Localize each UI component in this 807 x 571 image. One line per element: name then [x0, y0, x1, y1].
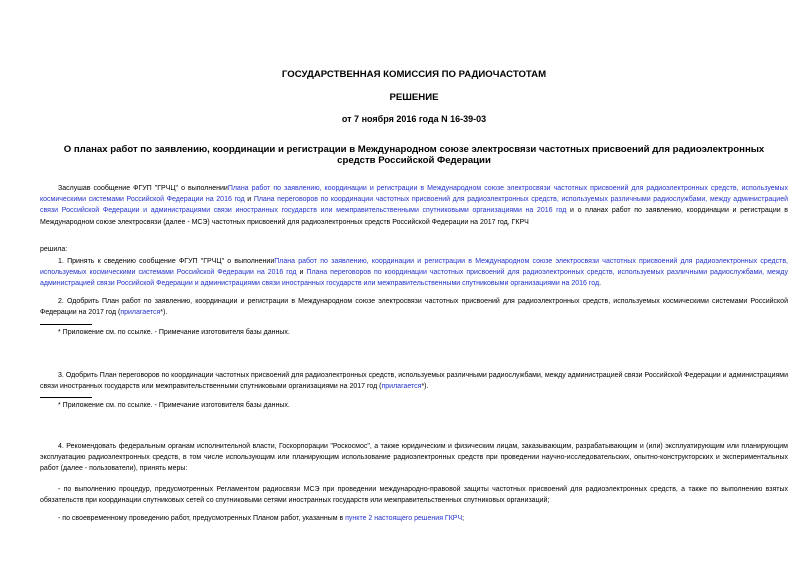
footnote-divider — [40, 397, 92, 398]
document-title: О планах работ по заявлению, координации и регистрации в Международном союзе электросвязи частотных присвоений для радиоэлектронных средств Российской Федерации — [63, 144, 765, 166]
item-4-paragraph: 4. Рекомендовать федеральным органам исполнительной власти, Госкорпорации "Роскосмос", а также юридическим и физическим лицам, заказывающим, разрабатывающим и (или) эксплуатирующим или планирующим эксплуатацию радиоэлектронных средств, в том числе использующим или планирующим использование радиоэлектронных средств при проведении научно-исследовательских, опытно-конструкторских и экспериментальных работ (далее - пользователи), принять меры: — [40, 443, 788, 473]
resolved-label: решила: — [40, 246, 68, 253]
item-2-attachment-link[interactable]: прилагается — [120, 309, 161, 317]
item-1-link-plan-registration-2016[interactable]: Плана работ по заявлению, координации и регистрации в Международном союзе электросвязи частотных присвоений для радиоэлектронных средств, используемых космическими системами Российской Федерации на 2016 год — [40, 258, 788, 277]
commission-heading: ГОСУДАРСТВЕННАЯ КОМИССИЯ ПО РАДИОЧАСТОТАМ — [281, 69, 547, 80]
footnote-1: * Приложение см. по ссылке. - Примечание изготовителя базы данных. — [58, 329, 290, 336]
item-3-paragraph — [40, 370, 788, 392]
item-3-text-b: *). — [421, 383, 429, 391]
intro-text-c: и о планах работ по заявлению, координации и регистрации в Международном союзе электросвязи (далее - МСЭ) частотных присвоений для радиоэлектронных средств Российской Федерации на 2017 год, ГКРЧ — [40, 207, 789, 226]
item-1-text-c: . — [599, 280, 602, 288]
item-1-paragraph — [40, 256, 788, 290]
footnote-2: * Приложение см. по ссылке. - Примечание изготовителя базы данных. — [58, 402, 290, 409]
decision-date-number: от 7 ноября 2016 года N 16-39-03 — [341, 114, 487, 124]
item-2-paragraph — [40, 296, 788, 318]
item-2-text-b: *). — [160, 309, 168, 317]
item-3-attachment-link[interactable]: прилагается — [381, 383, 422, 391]
item-2-text-a: 2. Одобрить План работ по заявлению, координации и регистрации в Международном союзе электросвязи частотных присвоений для радиоэлектронных средств, используемых космическими системами Российской Федерации на 2017 год ( — [40, 298, 788, 317]
item-4-bullet-1: - по выполнению процедур, предусмотренных Регламентом радиосвязи МСЭ при проведении международно-правовой защиты частотных присвоений для радиоэлектронных средств, а также по выполнению взятых обязательств при координации спутниковых сетей со спутниковыми сетями иностранных государств или межправительственных спутниковых организаций; — [40, 486, 788, 505]
item-1-text-b: и — [296, 269, 307, 277]
item-3-text-a: 3. Одобрить План переговоров по координации частотных присвоений для радиоэлектронных средств, используемых различными радиослужбами, между администрацией связи Российской Федерации и администрациями связи иностранных государств или межправительственными спутниковыми организациями на 2017 год ( — [40, 372, 788, 391]
intro-paragraph — [40, 183, 788, 228]
item-4-bullet-2 — [40, 513, 788, 524]
item-1-link-plan-negotiations-2016[interactable]: Плана переговоров по координации частотных присвоений для радиоэлектронных средств, используемых различными радиослужбами, между администрацией связи Российской Федерации и администрациями связи иностранных государств или межправительственными спутниковыми организациями на 2016 год — [40, 269, 788, 288]
item-1-text-a: 1. Принять к сведению сообщение ФГУП "ГРЧЦ" о выполнении — [58, 258, 275, 265]
intro-text-a: Заслушав сообщение ФГУП "ГРЧЦ" о выполнении — [58, 185, 228, 192]
link-plan-negotiations-2016[interactable]: Плана переговоров по координации частотных присвоений для радиоэлектронных средств, используемых различными радиослужбами, между администрацией связи Российской Федерации и администрациями связи иностранных государств или межправительственными спутниковыми организациями на 2016 год — [40, 196, 788, 215]
link-plan-registration-2016[interactable]: Плана работ по заявлению, координации и регистрации в Международном союзе электросвязи частотных присвоений для радиоэлектронных средств, используемых космическими системами Российской Федерации на 2016 год — [40, 185, 789, 204]
link-item-2-decision[interactable]: пункте 2 настоящего решения ГКРЧ — [345, 515, 463, 522]
intro-text-b: и — [244, 196, 254, 204]
footnote-divider — [40, 324, 92, 325]
bullet-2-text-b: ; — [462, 515, 465, 522]
bullet-2-text-a: - по своевременному проведению работ, предусмотренных Планом работ, указанным в — [58, 515, 346, 522]
decision-heading: РЕШЕНИЕ — [389, 92, 439, 103]
